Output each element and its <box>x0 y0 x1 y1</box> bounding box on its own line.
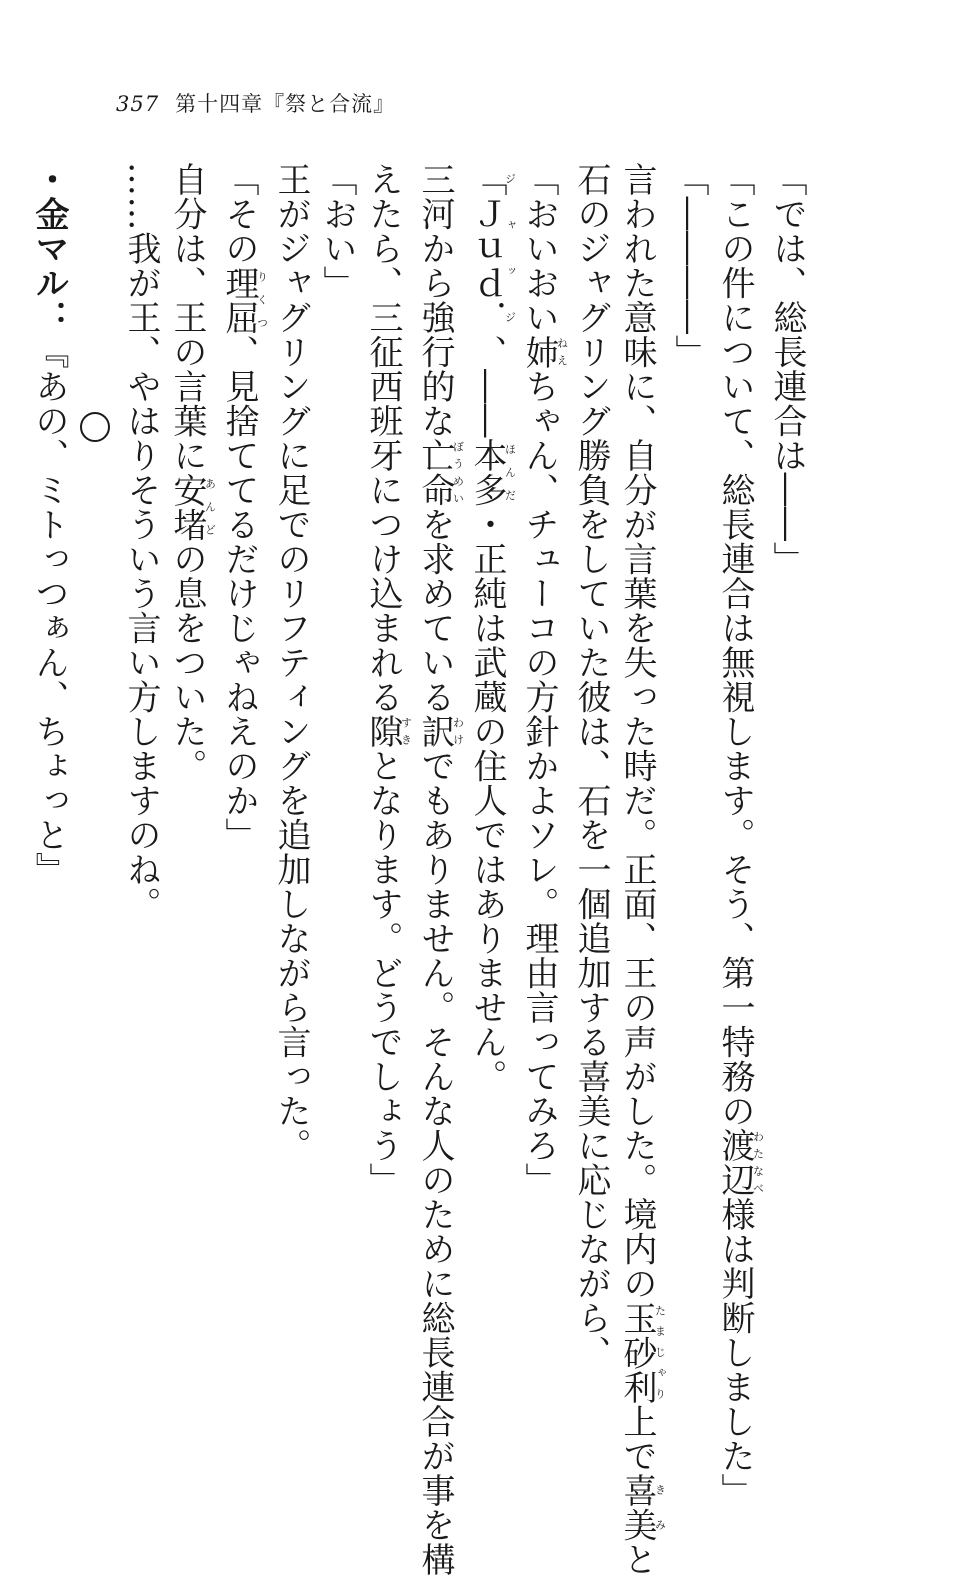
novel-text <box>26 162 810 1577</box>
page-number: 357 <box>116 92 160 116</box>
text-line: 「この件について、総長連合は無視します。そう、第一特務の渡辺わたなべ様は判断しました」 <box>715 162 765 1508</box>
text-line: 「では、総長連合は――」 <box>767 162 807 576</box>
text-line: 「――――」 <box>669 162 709 369</box>
chapter-title: 第十四章『祭と合流』 <box>175 92 396 116</box>
text-line: 王がジャグリングに足でのリフティングを追加しながら言った。 <box>271 162 311 1163</box>
text-line: えたら、三征西班牙につけ込まれる隙すきとなります。どうでしょう」 <box>363 162 413 1197</box>
text-line: 「おい」 <box>317 162 357 300</box>
chat-speaker: ・金マル： <box>29 162 69 335</box>
text-line: 「Ｊｕｄ．ジャッジ、――本多ほんだ・正純は武蔵の住人ではありません。 <box>467 162 517 1094</box>
text-line: 石のジャグリング勝負をしていた彼は、石を一個追加する喜美に応じながら、 <box>571 162 611 1370</box>
text-line: 言われた意味に、自分が言葉を失った時だ。正面、王の声がした。境内の玉砂利たまじゃり上で喜美きみと <box>617 162 667 1577</box>
text-line: 「その理屈りくつ、見捨ててるだけじゃねえのか」 <box>219 162 269 852</box>
text-line: ……我が王、やはりそういう言い方しますのね。 <box>121 162 161 921</box>
text-line: 「おいおい姉ねえちゃん、チューコの方針かよソレ。理由言ってみろ」 <box>519 162 569 1197</box>
chat-message: 『あの、ミトっつぁん、ちょっと』 <box>29 334 69 887</box>
text-line: 三河から強行的な亡命ぼうめいを求めている訳わけでもありません。そんな人のために総長連合が事を構 <box>415 162 465 1577</box>
section-break <box>72 162 118 1302</box>
text-line-chat <box>26 162 72 1302</box>
text-line: 自分は、王の言葉に安堵あんどの息をついた。 <box>167 162 217 783</box>
section-break-circle-icon <box>80 412 110 442</box>
page-header <box>116 88 395 118</box>
